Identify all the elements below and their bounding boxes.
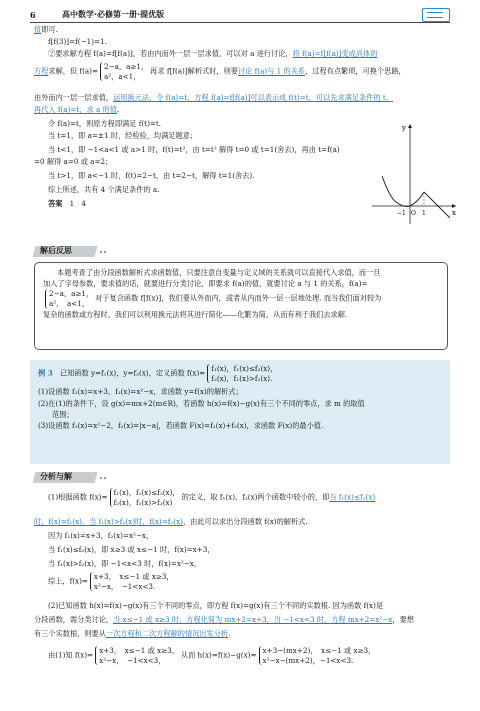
x-axis-arrow-icon: [452, 204, 456, 208]
text-line: 当 f₁(x)>f₂(x)，即 −1<x<3 时，f(x)=x²−x，: [48, 559, 202, 568]
text-line: 本题考查了由分段函数解析式求函数值，只要注意自变量与定义域的关系就可以直接代入求值，而一旦: [57, 268, 381, 277]
text-line: =0 解得 a=0 或 a=2；: [34, 157, 113, 166]
text-line: 时，f(x)=f₁(x)，当 f₁(x)>f₂(x)时，f(x)=f₂(x)，由此可以求出分段函数 f(x)的解析式.: [34, 517, 308, 526]
text-line: ②要求解方程 f(a)=f[f(a)]，若由内而外一层一层求值，可以对 a 进行讨论，将 f(a)=f[f(a)]变成具体的: [48, 49, 378, 58]
example-intro: 例 3 已知函数 y=f₁(x)，y=f₂(x)，定义函数 f(x)=f₁(x)，f₁(x)≤f₂(x)， f₂(x)，f₁(x)>f₂(x).: [38, 364, 278, 383]
piecewise-brace: f₁(x)，f₁(x)≤f₂(x)， f₂(x)，f₁(x)>f₂(x).: [207, 364, 277, 383]
question-1: (1)设函数 f₁(x)=x+3，f₂(x)=x²−x，求函数 y=f(x)的解析式；: [38, 387, 243, 397]
text-line: 当 f₁(x)≤f₂(x)，即 x≥3 或 x≤−1 时，f(x)=x+3，: [48, 545, 215, 554]
book-title: 高中数学·必修第一册·提优版: [62, 10, 165, 19]
text-line: f[f(3)]=f(−1)=1.: [48, 37, 107, 46]
text-line: 2−a，a≥1， a²， a<1，对于复合函数 f[f(x)]，我们要从外而内，或者从内而外一层一层地处理. 而当我们面对较为: [43, 289, 439, 308]
y-axis-arrow-icon: [408, 124, 412, 128]
curve-parabola: [382, 176, 424, 207]
tick-label-neg: −1: [397, 210, 406, 217]
piecewise-brace: f₁(x)，f₁(x)≤f₂(x)， f₂(x)，f₁(x)>f₂(x): [110, 488, 180, 507]
text-line: 综上所述，共有 4 个满足条件的 a.: [48, 185, 160, 194]
piecewise-brace: x+3， x≤−1 或 x≥3， x²−x， −1<x<3.: [90, 572, 174, 591]
example-box: [30, 360, 450, 464]
text-line: 当 t>1，即 a<−1 时，f(t)=2−t，由 t=2−t，解得 t=1(舍去).: [48, 171, 255, 180]
piecewise-brace: 2−a，a≥1， a²，a<1，: [100, 62, 148, 81]
question-3: (3)设函数 f₁(x)=x²−2，f₂(x)=|x−a|，若函数 F(x)=f₁(x)+f₂(x)，求函数 F(x)的最小值.: [38, 420, 324, 430]
piecewise-brace: x+3−(mx+2)， x≤−1 或 x≥3， x²−x−(mx+2)，−1<x<3.: [259, 646, 376, 665]
text-line: 分段函数，需分类讨论，当 x≤−1 或 x≥3 时，方程化简为 mx+2=x+3，当 −1<x<3 时，方程 mx+2=x²−x，要想: [34, 615, 414, 624]
text-line: 由(1)知 f(x)=x+3， x≤−1 或 x≥3， x²−x， −1<x<3，从而 h(x)=f(x)−g(x)=x+3−(mx+2)， x≤−1 或 x≥3， x²−x−(mx+2)，−1<x<3.: [48, 646, 376, 665]
page-header: [30, 8, 450, 23]
function-graph: [370, 120, 460, 230]
curve-line: [424, 192, 450, 218]
text-line: 有三个实数根，则要从一次方程和二次方程解的情况出发分析.: [34, 629, 231, 638]
answer-line: 答案 1 4: [48, 199, 86, 208]
brand-logo-icon: [422, 8, 450, 22]
text-line: 复杂的函数或方程时，我们可以利用换元法将其进行简化——化繁为简，从而有利于我们去求解.: [43, 309, 348, 319]
text-line: 因为 f₁(x)=x+3，f₂(x)=x²−x，: [48, 531, 154, 540]
text-line: 当 t<1，即 −1<a<1 或 a>1 时，f(t)=t²，由 t=t² 解得 t=0 或 t=1(舍去)，再由 t=f(a): [48, 145, 340, 154]
piecewise-brace: 2−a，a≥1， a²， a<1，: [45, 289, 93, 308]
text-line: 再代入 f(a)=t，求 a 的值.: [34, 105, 120, 114]
text-line: 令 f(a)=t，则原方程即满足 f(t)=t.: [48, 119, 162, 128]
section-label-analysis: 分析与解: [34, 470, 96, 484]
text-line: 方程求解，但 f(a)=2−a，a≥1， a²，a<1，再求 f[f(a)]解析式时，则要讨论 f(a)与 1 的关系，过程有点繁琐，可换个思路，: [34, 62, 406, 81]
reflection-box: [34, 262, 448, 350]
text-line: 加入了字母参数，要求值的话，就要进行分类讨论，即要求 f(a)的值，就要讨论 a 与 1 的关系，f(a)=: [43, 279, 368, 289]
section-label-reflection: 解后反思: [34, 244, 96, 258]
origin-label: O: [411, 210, 416, 217]
text-line: (1)根据函数 f(x)=f₁(x)，f₁(x)≤f₂(x)， f₂(x)，f₁(x)>f₂(x)的定义，取 f₁(x)，f₂(x)两个函数中较小的，即当 f₁(x)≤f₂(x): [48, 488, 376, 507]
text-line: 当 t=1，即 a=±1 时，经检验，均满足题意；: [48, 131, 198, 140]
text-line: (2)已知函数 h(x)=f(x)−g(x)有三个不同的零点，即方程 f(x)=g(x)有三个不同的实数根. 因为函数 f(x)是: [48, 601, 384, 610]
tick-label-pos: 1: [422, 210, 426, 217]
question-2-cont: 范围；: [52, 409, 74, 419]
text-line: 由外而内一层一层求值，运用换元法，令 f(a)=t，方程 f(a)=f[f(a)]可以表示成 f(t)=t，可以先求满足条件的 t，: [34, 93, 393, 102]
text-line: 综上，f(x)=x+3， x≤−1 或 x≥3， x²−x， −1<x<3.: [48, 572, 174, 591]
piecewise-brace: x+3， x≤−1 或 x≥3， x²−x， −1<x<3，: [95, 646, 179, 665]
x-axis-label: x: [452, 209, 456, 217]
text-line: 值即可.: [34, 25, 58, 34]
example-label: 例 3: [38, 368, 53, 378]
page-number: 6: [30, 10, 36, 20]
y-axis-label: y: [402, 124, 406, 132]
question-2: (2)在(1)的条件下，设 g(x)=mx+2(m∈R)，若函数 h(x)=f(x)−g(x)有三个不同的零点，求 m 的取值: [38, 398, 365, 408]
